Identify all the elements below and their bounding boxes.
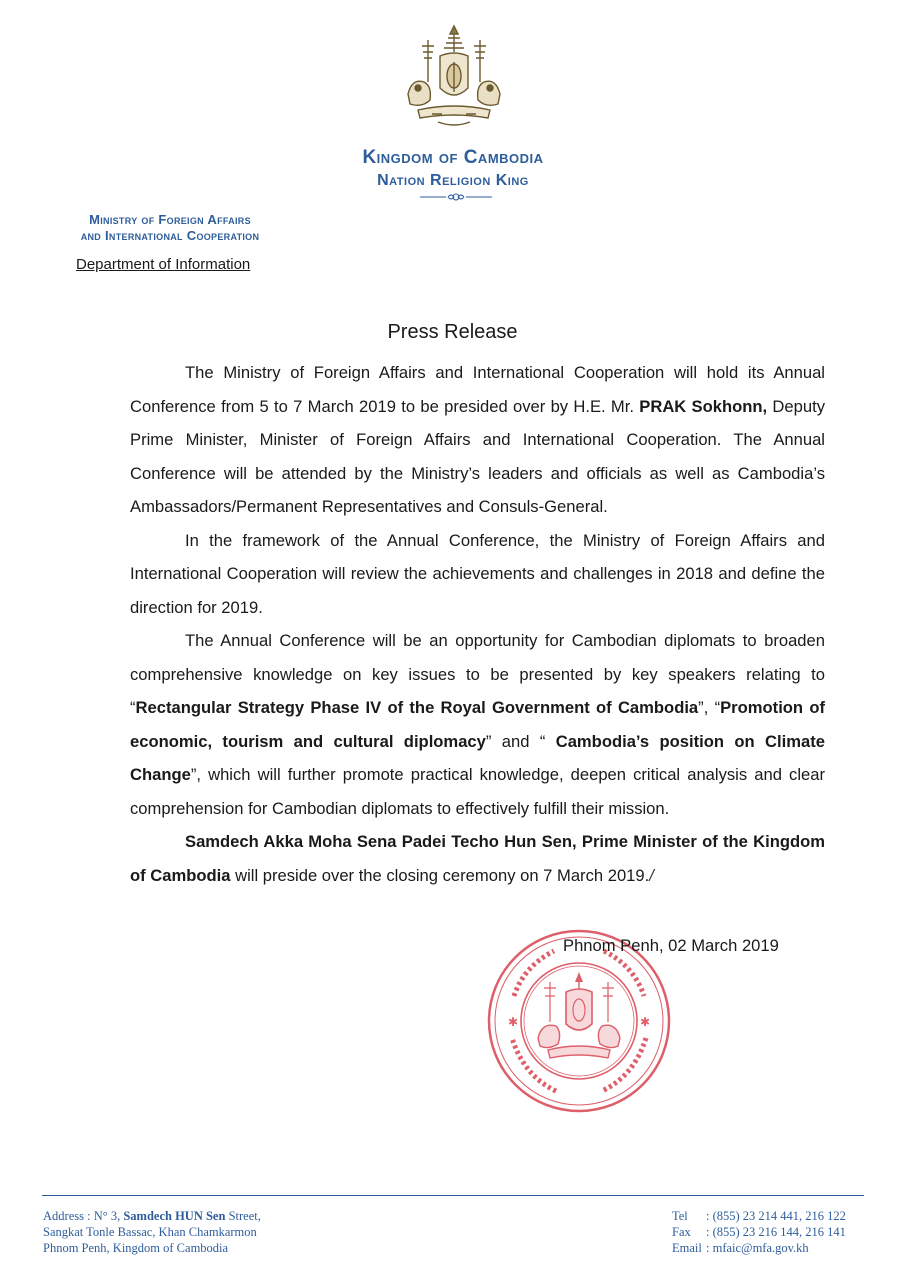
p4-prime-minister: Samdech Akka Moha Sena Padei Techo Hun Sen, Prime Minister of the Kingdom of Cambodia — [130, 832, 825, 885]
p1-text-b: Deputy Prime Minister, Minister of Foreign Affairs and International Cooperation. The Annual Conference will be attended by the Ministry’s leaders and officials as well as Cambodia’s Ambassadors/Permanent Representatives and Consuls-General. — [130, 396, 826, 516]
handwritten-initial-mark: / — [649, 865, 654, 885]
email-value[interactable]: : mfaic@mfa.gov.kh — [706, 1241, 809, 1255]
paragraph-2: In the framework of the Annual Conference, the Ministry of Foreign Affairs and International Cooperation will review the achievements and challenges in 2018 and define the direction for 2019. — [130, 530, 825, 617]
footer-address — [43, 1208, 363, 1256]
svg-text:✱: ✱ — [508, 1015, 519, 1029]
p3-topic-3: Cambodia’s position on Climate Change — [130, 731, 825, 784]
fax-line — [672, 1224, 872, 1240]
p3-text-b: ”, “ — [698, 698, 721, 717]
royal-coat-of-arms-icon — [398, 22, 510, 134]
ministry-name — [40, 212, 300, 244]
ornament-divider-icon — [416, 192, 496, 202]
address-label: Address : N° 3, — [43, 1209, 124, 1223]
paragraph-1 — [130, 356, 825, 524]
p3-text-d: ”, which will further promote practical knowledge, deepen critical analysis and clear comprehension for Cambodian diplomats to effectively fulfill their mission. — [130, 765, 825, 818]
national-motto: Nation Religion King — [377, 172, 529, 189]
address-street-suffix: Street, — [225, 1209, 261, 1223]
tel-label: Tel — [672, 1209, 688, 1223]
footer-contacts — [672, 1208, 872, 1256]
address-line-1 — [43, 1208, 363, 1224]
p4-text: will preside over the closing ceremony on 7 March 2019. — [230, 865, 650, 885]
department-name: Department of Information — [76, 256, 251, 273]
p3-topic-2: Promotion of economic, tourism and cultural diplomacy — [130, 698, 825, 751]
press-release-body — [130, 356, 825, 892]
paragraph-4 — [130, 825, 825, 892]
ministry-line-2: and International Cooperation — [80, 228, 260, 243]
paragraph-3 — [130, 624, 825, 825]
email-line — [672, 1240, 872, 1256]
document-title: Press Release — [387, 321, 518, 343]
kingdom-header — [300, 146, 606, 191]
fax-label: Fax — [672, 1225, 691, 1239]
tel-line — [672, 1208, 872, 1224]
ministry-line-1: Ministry of Foreign Affairs — [89, 212, 251, 227]
p1-minister-name: PRAK Sokhonn, — [639, 396, 768, 416]
footer-divider — [42, 1195, 864, 1196]
p3-text-c: ” and “ — [485, 731, 556, 751]
place-and-date: Phnom Penh, 02 March 2019 — [563, 936, 779, 955]
address-line-3: Phnom Penh, Kingdom of Cambodia — [43, 1241, 229, 1255]
p3-topic-1: Rectangular Strategy Phase IV of the Royal Government of Cambodia — [135, 698, 699, 717]
address-street: Samdech HUN Sen — [123, 1209, 226, 1223]
fax-value: : (855) 23 216 144, 216 141 — [706, 1225, 846, 1239]
p3-text-a: The Annual Conference will be an opportunity for Cambodian diplomats to broaden comprehensive knowledge on key issues to be presented by key speakers relating to “ — [130, 631, 825, 717]
address-line-2: Sangkat Tonle Bassac, Khan Chamkarmon — [43, 1225, 257, 1239]
svg-text:✱: ✱ — [640, 1015, 651, 1029]
tel-value: : (855) 23 214 441, 216 122 — [706, 1209, 846, 1223]
kingdom-title: Kingdom of Cambodia — [362, 147, 544, 168]
p1-text-a: The Ministry of Foreign Affairs and International Cooperation will hold its Annual Conference from 5 to 7 March 2019 to be presided over by H.E. Mr. — [130, 363, 825, 416]
email-label: Email — [672, 1241, 702, 1255]
